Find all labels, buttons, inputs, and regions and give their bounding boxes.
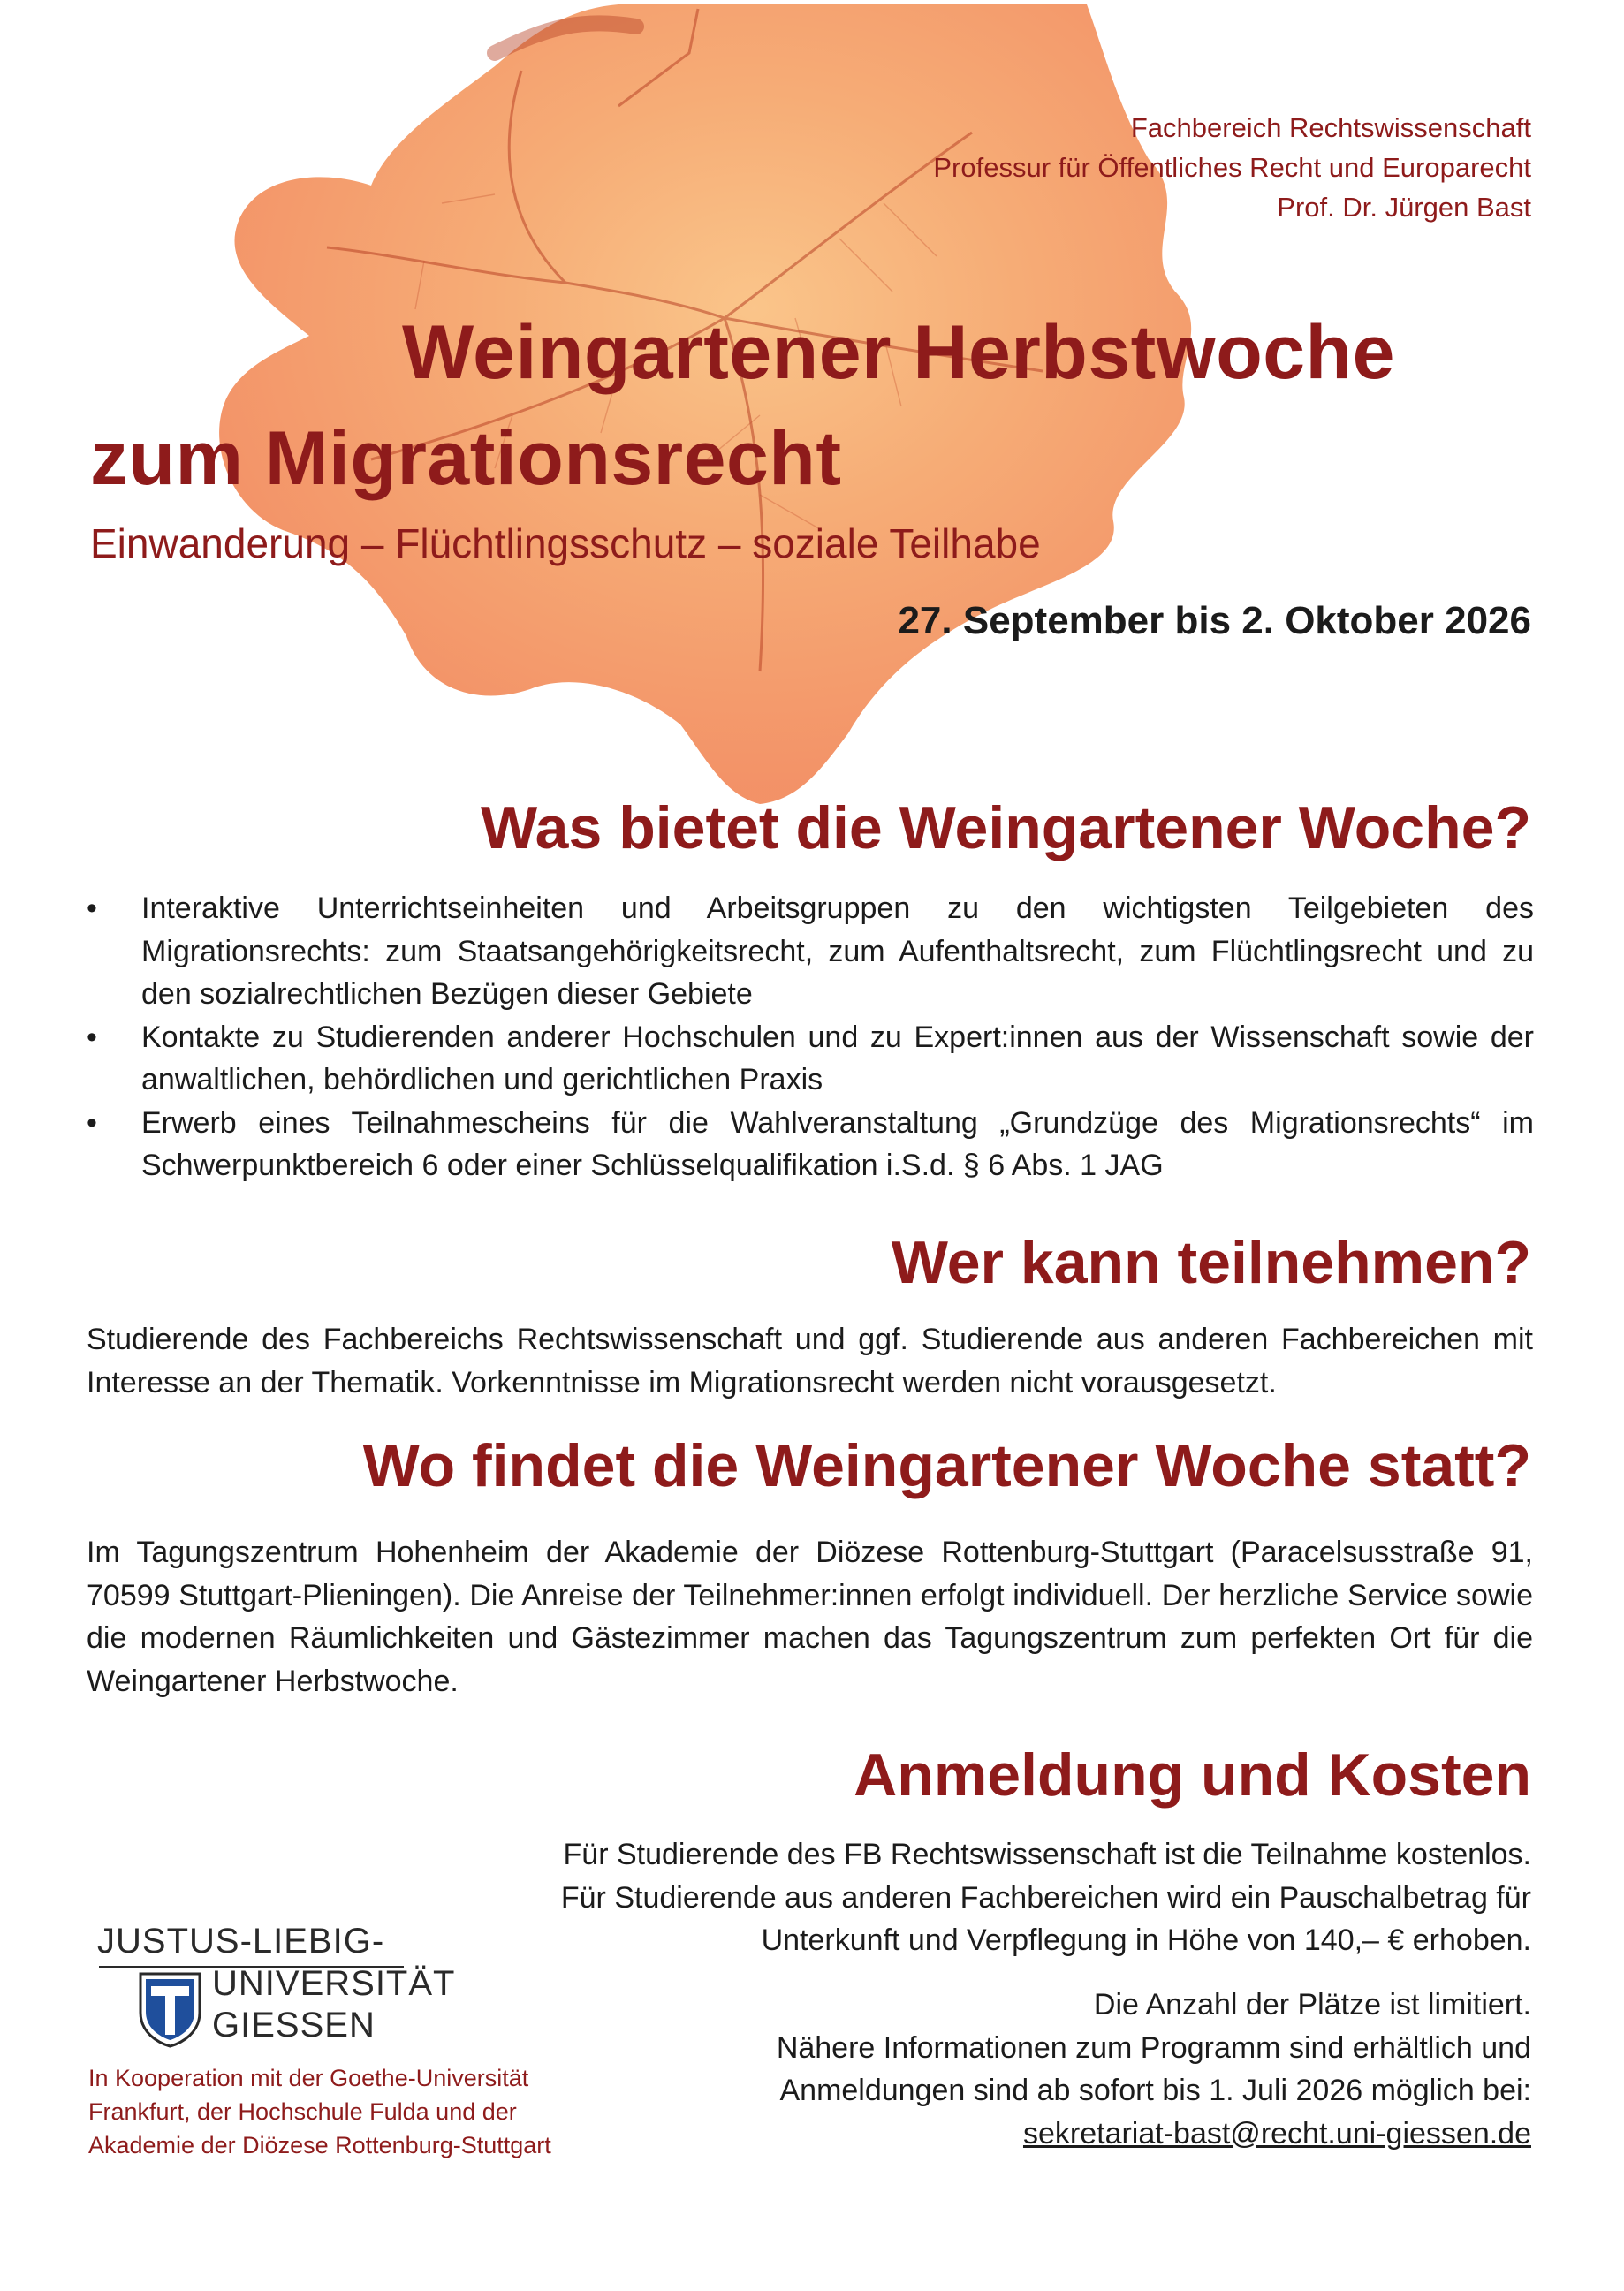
list-item-text: Erwerb eines Teilnahmescheins für die Wahlveranstaltung „Grundzüge des Migrationsrechts“ im Schwerpunktbereich 6 oder einer Schlüsselqualifikation i.S.d. § 6 Abs. 1 JAG: [141, 1105, 1534, 1182]
bullet-icon: •: [87, 891, 97, 925]
university-shield-icon: [137, 1970, 203, 2048]
list-item-text: Kontakte zu Studierenden anderer Hochschulen und zu Expert:innen aus der Wissenschaft sowie der anwaltlichen, behördlichen und gerichtlichen Praxis: [141, 1020, 1534, 1096]
event-title-line2: zum Migrationsrecht: [90, 416, 842, 501]
bullet-icon: •: [87, 1020, 97, 1054]
logo-text-line3: GIESSEN: [212, 2006, 376, 2044]
logo-text-line2: UNIVERSITÄT: [212, 1964, 456, 2003]
location-text: Im Tagungszentrum Hohenheim der Akademie der Diözese Rottenburg-Stuttgart (Paracelsusstraße 91, 70599 Stuttgart-Plieningen). Die Anreise der Teilnehmer:innen erfolgt individuell. Der herzliche Service sowie die modernen Räumlichkeiten und Gästezimmer machen das Tagungszentrum zum perfekten Ort für die Weingartener Herbstwoche.: [87, 1536, 1533, 1698]
registration-line: Die Anzahl der Plätze ist limitiert.: [1093, 1988, 1531, 2022]
event-subtitle: Einwanderung – Flüchtlingsschutz – soziale Teilhabe: [90, 520, 1041, 566]
section-heading-participants: Wer kann teilnehmen?: [891, 1229, 1531, 1296]
section-heading-registration: Anmeldung und Kosten: [854, 1741, 1531, 1809]
list-item: [87, 1016, 1534, 1102]
bullet-icon: •: [87, 1105, 97, 1140]
department-header: [933, 108, 1531, 227]
section-heading-location: Wo findet die Weingartener Woche statt?: [362, 1432, 1531, 1499]
offer-list: [87, 887, 1534, 1187]
participants-text: Studierende des Fachbereichs Rechtswissenschaft und ggf. Studierende aus anderen Fachbereichen mit Interesse an der Thematik. Vorkenntnisse im Migrationsrecht werden nicht vorausgesetzt.: [87, 1323, 1533, 1400]
department-name: Fachbereich Rechtswissenschaft: [1130, 112, 1531, 143]
registration-line: Für Studierende des FB Rechtswissenschaft ist die Teilnahme kostenlos.: [563, 1838, 1531, 1871]
registration-email-link[interactable]: sekretariat-bast@recht.uni-giessen.de: [1022, 2116, 1531, 2151]
registration-costs: [561, 1833, 1531, 1962]
registration-line: Anmeldungen sind ab sofort bis 1. Juli 2026 möglich bei:: [779, 2074, 1531, 2107]
registration-line: Unterkunft und Verpflegung in Höhe von 140,– € erhoben.: [761, 1923, 1531, 1957]
event-dates: 27. September bis 2. Oktober 2026: [898, 599, 1531, 642]
university-logo: [97, 1922, 456, 2054]
event-title-line1: Weingartener Herbstwoche: [402, 310, 1395, 395]
registration-info: [777, 1984, 1531, 2155]
logo-text-line1: JUSTUS-LIEBIG-: [97, 1922, 385, 1961]
section-heading-offer: Was bietet die Weingartener Woche?: [481, 794, 1531, 861]
list-item: [87, 887, 1534, 1016]
professor-name: Prof. Dr. Jürgen Bast: [1277, 192, 1531, 223]
registration-line: Nähere Informationen zum Programm sind erhältlich und: [776, 2030, 1531, 2065]
registration-line: Für Studierende aus anderen Fachbereichen wird ein Pauschalbetrag für: [560, 1880, 1531, 1915]
list-item: [87, 1102, 1534, 1187]
cooperation-note: [88, 2061, 551, 2162]
list-item-text: Interaktive Unterrichtseinheiten und Arbeitsgruppen zu den wichtigsten Teilgebieten des Migrationsrechts: zum Staatsangehörigkeitsrecht, zum Aufenthaltsrecht, zum Flüchtlingsrecht und zu den sozialrechtlichen Bezügen dieser Gebiete: [141, 891, 1534, 1011]
cooperation-line: Akademie der Diözese Rottenburg-Stuttgart: [88, 2132, 551, 2158]
cooperation-line: Frankfurt, der Hochschule Fulda und der: [88, 2098, 517, 2125]
cooperation-line: In Kooperation mit der Goethe-Universität: [88, 2065, 529, 2091]
professorship-name: Professur für Öffentliches Recht und Europarecht: [933, 152, 1531, 183]
